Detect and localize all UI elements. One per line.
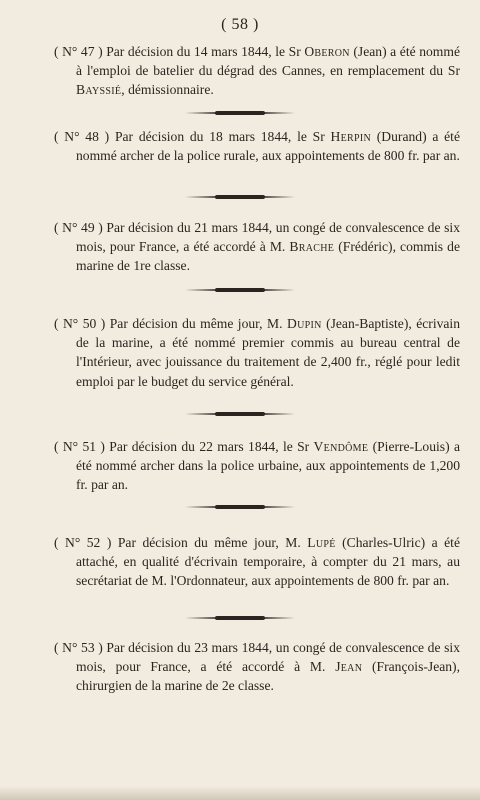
person-name: Jean [335, 659, 363, 675]
entry-52 [54, 533, 460, 591]
person-name: Brache [289, 239, 335, 255]
entry-text: Par décision du 22 mars 1844, le Sr [109, 439, 314, 454]
entry-number: ( N° 52 ) [54, 535, 112, 550]
entry-text: (Durand) a été nommé archer de la police rurale, aux appointements de 800 fr. par an. [76, 129, 460, 164]
entry-47 [54, 42, 460, 100]
entry-text: Par décision du 21 mars 1844, un congé de convalescence de six mois, pour France, a été accordé à M. [76, 220, 460, 255]
entry-text: Par décision du même jour, M. [109, 316, 287, 331]
person-name: Lupé [307, 535, 336, 550]
page-number: ( 58 ) [221, 16, 259, 33]
entry-49 [54, 218, 460, 276]
entry-number: ( N° 48 ) [54, 129, 110, 144]
entry-text: (Charles-Ulric) a été attaché, en qualité d'écrivain temporaire, à compter du 21 mars, au secrétariat de M. l'Ordonnateur, aux appointements de 800 fr. par an. [76, 535, 460, 589]
entry-number: ( N° 53 ) [54, 640, 103, 655]
divider-rule [185, 617, 295, 619]
divider-rule [185, 196, 295, 198]
entry-text: (Jean) a été nommé à l'emploi de batelier du dégrad des Cannes, en remplacement du Sr [76, 44, 460, 79]
divider-rule [185, 289, 295, 291]
entry-text: Par décision du 14 mars 1844, le Sr [106, 44, 305, 59]
person-name: Dupin [286, 316, 322, 331]
entry-53 [54, 638, 460, 696]
divider-rule [185, 506, 295, 508]
person-name: Vendôme [313, 439, 369, 454]
person-name: Oberon [304, 44, 350, 59]
entry-48 [54, 127, 460, 165]
entry-text: (François-Jean), chirurgien de la marine de 2e classe. [76, 659, 460, 694]
divider-rule [185, 413, 295, 415]
entry-number: ( N° 50 ) [54, 316, 106, 331]
entry-51 [54, 437, 460, 495]
entry-text: , démissionnaire. [121, 82, 214, 98]
entry-50 [54, 314, 460, 391]
entry-text: (Frédéric), commis de marine de 1re classe. [76, 239, 460, 274]
entry-number: ( N° 49 ) [54, 220, 103, 235]
entry-text: (Jean-Baptiste), écrivain de la marine, a été nommé premier commis au bureau central de l'Intérieur, avec jouissance du traitement de 2,400 fr., réglé pour ledit emploi par le budget du service général. [76, 316, 460, 389]
entry-text: (Pierre-Louis) a été nommé archer dans la police urbaine, aux appointements de 1,200 fr. par an. [76, 439, 460, 493]
divider-rule [185, 112, 295, 114]
entry-number: ( N° 51 ) [54, 439, 105, 454]
person-name: Bayssié [76, 82, 122, 98]
entry-text: Par décision du 23 mars 1844, un congé de convalescence de six mois, pour France, a été accordé à M. [76, 640, 460, 675]
entry-text: Par décision du même jour, M. [117, 535, 308, 550]
person-name: Herpin [330, 129, 372, 144]
entry-number: ( N° 47 ) [54, 44, 103, 59]
page-bottom-edge [0, 786, 480, 800]
entry-text: Par décision du 18 mars 1844, le Sr [114, 129, 331, 144]
